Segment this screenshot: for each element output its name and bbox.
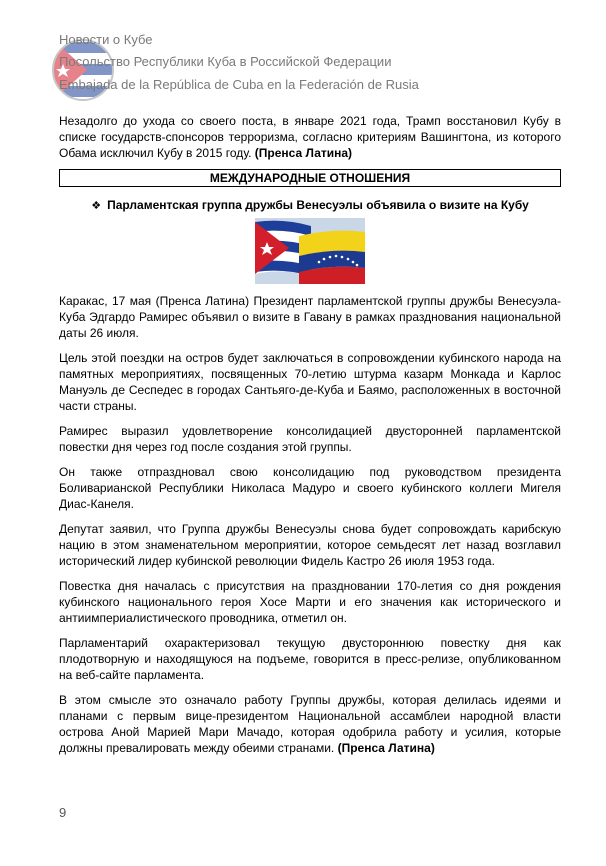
article-title [59, 197, 561, 214]
header-embassy-ru: Посольство Республики Куба в Российской Федерации [59, 54, 392, 69]
article-paragraph: Депутат заявил, что Группа дружбы Венесуэлы снова будет сопровождать карибскую нацию в этом знаменательном мероприятии, которое семьдесят лет назад возглавил исторический лидер кубинской революции Фидель Кастро 26 июля 1953 года. [59, 522, 561, 568]
cuba-venezuela-flags-icon [255, 218, 365, 284]
intro-source: (Пренса Латина) [254, 146, 353, 160]
diamond-bullet-icon: ❖ [91, 200, 102, 212]
article-paragraph: Он также отпраздновал свою консолидацию под руководством президента Боливарианской Республики Николаса Мадуро и своего кубинского коллеги Мигеля Диас-Канеля. [59, 465, 561, 511]
article-title-text: Парламентская группа дружбы Венесуэлы объявила о визите на Кубу [107, 198, 529, 212]
header-embassy-es: Embajada de la República de Cuba en la Federación de Rusia [59, 77, 419, 92]
page-number: 9 [59, 805, 67, 820]
article-paragraph: Повестка дня началась с присутствия на праздновании 170-летия со дня рождения кубинского национального героя Хосе Марти и его значения как исторического и антиимпериалистического проводника, отметил он. [59, 579, 561, 625]
header-title: Новости о Кубе [59, 32, 153, 47]
document-header [59, 30, 559, 102]
article-paragraph: Каракас, 17 мая (Пренса Латина) Президент парламентской группы дружбы Венесуэла-Куба Эдгардо Рамирес объявил о визите в Гавану в рамках празднования национальной даты 26 июля. [59, 294, 561, 340]
article-paragraph: Цель этой поездки на остров будет заключаться в сопровождении кубинского народа на памятных мероприятиях, посвященных 70-летию штурма казарм Монкада и Карлос Мануэль де Сеспедес в городах Сантьяго-де-Куба и Баямо, расположенных в восточной части страны. [59, 351, 561, 413]
article-last-paragraph [59, 692, 561, 756]
intro-text: Незадолго до ухода со своего поста, в январе 2021 года, Трамп восстановил Кубу в списке государств-спонсоров терроризма, согласно критериям Вашингтона, из которого Обама исключил Кубу в 2015 году. [59, 114, 561, 160]
document-body [59, 113, 561, 765]
article-source: (Пренса Латина) [337, 741, 435, 755]
last-paragraph-text: В этом смысле это означало работу Группы дружбы, которая делилась идеями и планами с первым вице-президентом Национальной ассамблеи народной власти острова Аной Марией Мари Мачадо, которая одобрила работу и усилия, которые должны превалировать между обеими странами. [59, 693, 561, 755]
intro-paragraph [59, 113, 561, 161]
flags-image [255, 218, 365, 284]
section-heading: МЕЖДУНАРОДНЫЕ ОТНОШЕНИЯ [59, 169, 561, 187]
article-paragraph: Парламентарий охарактеризовал текущую двустороннюю повестку дня как плодотворную и находящуюся на подъеме, говорится в пресс-релизе, опубликованном на веб-сайте парламента. [59, 636, 561, 682]
article-paragraph: Рамирес выразил удовлетворение консолидацией двусторонней парламентской повестки дня через год после создания этой группы. [59, 424, 561, 454]
